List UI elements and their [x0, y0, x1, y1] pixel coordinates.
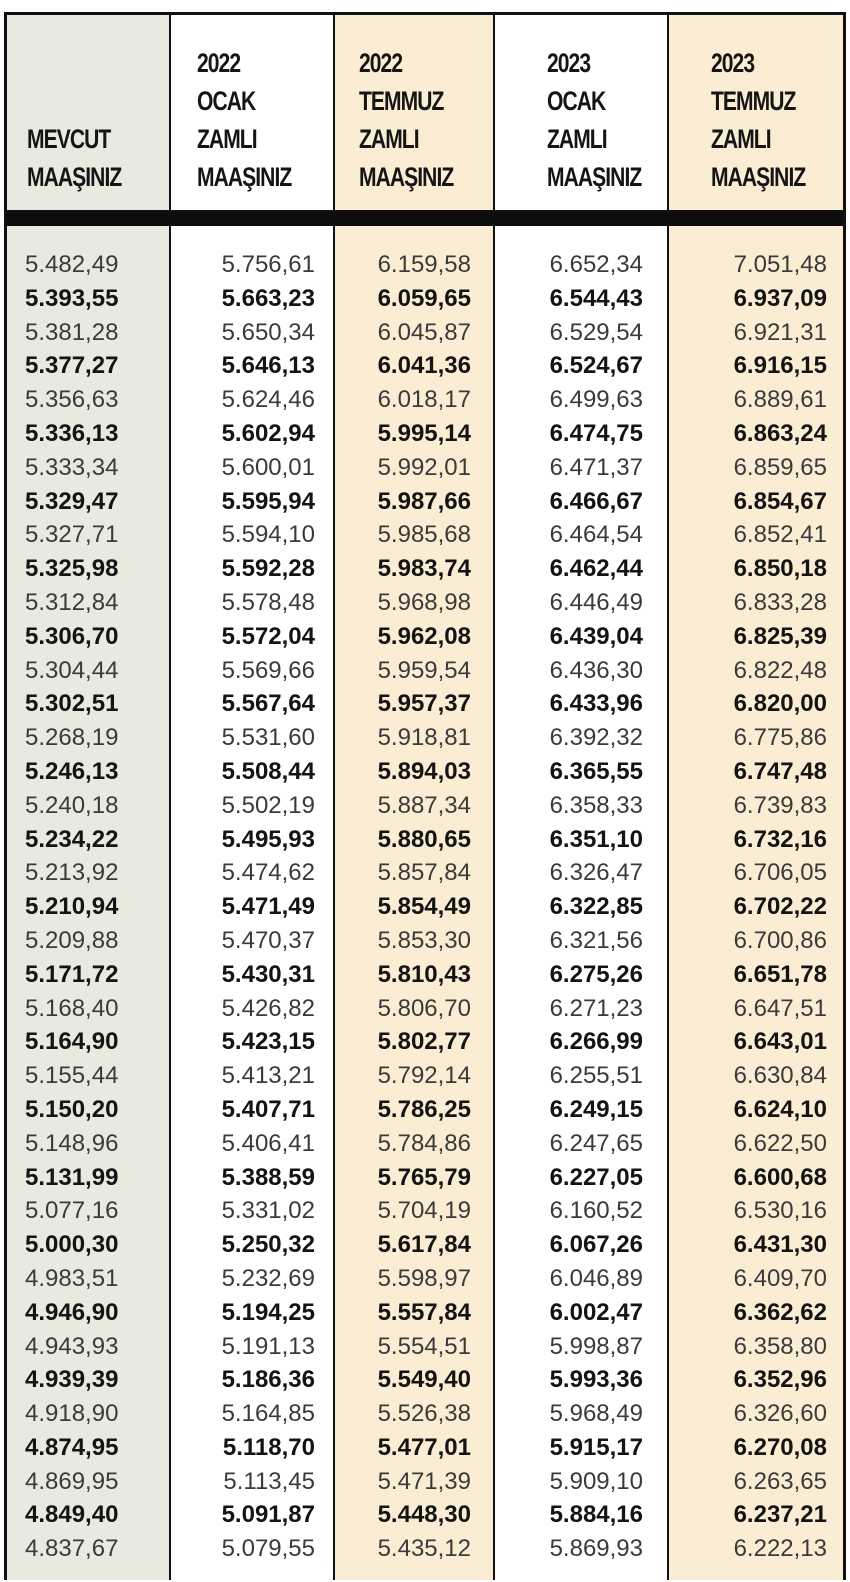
table-cell: 5.191,13	[221, 1332, 315, 1360]
table-cell: 5.806,70	[377, 994, 471, 1022]
header-line: TEMMUZ	[359, 86, 444, 116]
column-2022-january	[171, 226, 335, 1580]
header-2022-july	[335, 15, 495, 210]
table-cell: 5.894,03	[377, 757, 471, 785]
table-cell: 5.325,98	[25, 555, 119, 583]
table-cell: 5.857,84	[377, 859, 471, 887]
table-cell: 5.406,41	[221, 1129, 315, 1157]
table-cell: 6.732,16	[733, 825, 827, 853]
table-cell: 5.663,23	[221, 284, 315, 312]
table-cell: 5.646,13	[221, 352, 315, 380]
table-cell: 5.302,51	[25, 690, 119, 718]
table-cell: 6.937,09	[733, 284, 827, 312]
header-line: 2022	[197, 48, 241, 78]
header-2022-january	[171, 15, 335, 210]
table-cell: 5.000,30	[25, 1231, 119, 1259]
table-cell: 6.352,96	[733, 1366, 827, 1394]
table-cell: 6.271,23	[549, 994, 643, 1022]
table-header	[7, 15, 843, 213]
table-cell: 5.508,44	[221, 757, 315, 785]
table-cell: 6.833,28	[733, 588, 827, 616]
table-cell: 4.943,93	[25, 1332, 119, 1360]
table-cell: 5.356,63	[25, 386, 119, 414]
table-cell: 5.194,25	[221, 1298, 315, 1326]
table-cell: 5.148,96	[25, 1129, 119, 1157]
table-cell: 5.091,87	[221, 1501, 315, 1529]
table-cell: 6.439,04	[549, 622, 643, 650]
table-cell: 4.869,95	[25, 1467, 119, 1495]
table-cell: 6.436,30	[549, 656, 643, 684]
table-cell: 5.650,34	[221, 318, 315, 346]
table-cell: 5.209,88	[25, 926, 119, 954]
header-line: 2023	[547, 48, 591, 78]
table-cell: 6.474,75	[549, 419, 643, 447]
header-line: MAAŞINIZ	[711, 162, 806, 192]
table-cell: 6.358,80	[733, 1332, 827, 1360]
column-2023-january	[495, 226, 669, 1580]
table-cell: 6.747,48	[733, 757, 827, 785]
header-2023-january	[495, 15, 669, 210]
table-cell: 5.592,28	[221, 555, 315, 583]
table-cell: 6.247,65	[549, 1129, 643, 1157]
table-cell: 5.393,55	[25, 284, 119, 312]
table-cell: 6.255,51	[549, 1062, 643, 1090]
header-line: MEVCUT	[27, 124, 111, 154]
table-cell: 5.624,46	[221, 386, 315, 414]
table-cell: 5.336,13	[25, 419, 119, 447]
table-cell: 5.210,94	[25, 893, 119, 921]
table-cell: 4.837,67	[25, 1535, 119, 1563]
header-line: MAAŞINIZ	[359, 162, 454, 192]
table-cell: 4.939,39	[25, 1366, 119, 1394]
table-cell: 6.706,05	[733, 859, 827, 887]
table-cell: 6.409,70	[733, 1264, 827, 1292]
table-cell: 5.329,47	[25, 487, 119, 515]
table-cell: 5.802,77	[377, 1028, 471, 1056]
table-cell: 5.887,34	[377, 791, 471, 819]
table-cell: 6.859,65	[733, 453, 827, 481]
table-cell: 5.234,22	[25, 825, 119, 853]
table-cell: 6.630,84	[733, 1062, 827, 1090]
header-line: 2022	[359, 48, 403, 78]
table-cell: 7.051,48	[733, 251, 827, 278]
header-current-salary	[7, 15, 171, 210]
table-cell: 5.327,71	[25, 521, 119, 549]
table-cell: 5.118,70	[222, 1433, 315, 1461]
column-2023-july	[669, 226, 843, 1580]
table-cell: 6.822,48	[733, 656, 827, 684]
table-cell: 6.652,34	[549, 251, 643, 278]
table-cell: 5.985,68	[377, 521, 471, 549]
table-cell: 6.433,96	[549, 690, 643, 718]
table-cell: 6.624,10	[733, 1095, 827, 1123]
table-cell: 6.362,62	[733, 1298, 827, 1326]
table-cell: 6.227,05	[549, 1163, 643, 1191]
table-cell: 6.775,86	[733, 724, 827, 752]
table-cell: 5.968,98	[377, 588, 471, 616]
table-cell: 6.499,63	[549, 386, 643, 414]
table-cell: 5.557,84	[377, 1298, 471, 1326]
table-cell: 5.869,93	[549, 1535, 643, 1563]
table-cell: 4.983,51	[25, 1264, 119, 1292]
table-cell: 6.326,60	[733, 1400, 827, 1428]
table-cell: 6.237,21	[733, 1501, 827, 1529]
table-cell: 6.700,86	[733, 926, 827, 954]
table-cell: 4.918,90	[25, 1400, 119, 1428]
table-cell: 5.333,34	[25, 453, 119, 481]
table-cell: 5.909,10	[549, 1467, 643, 1495]
table-cell: 5.423,15	[221, 1028, 315, 1056]
table-cell: 5.962,08	[377, 622, 471, 650]
table-cell: 5.079,55	[221, 1535, 315, 1563]
table-cell: 6.326,47	[549, 859, 643, 887]
header-line: MAAŞINIZ	[197, 162, 292, 192]
table-cell: 6.018,17	[377, 386, 471, 414]
table-cell: 6.702,22	[733, 893, 827, 921]
table-cell: 5.854,49	[377, 893, 471, 921]
table-cell: 5.331,02	[221, 1197, 315, 1225]
table-cell: 5.377,27	[25, 352, 119, 380]
table-cell: 5.304,44	[25, 656, 119, 684]
table-cell: 4.849,40	[25, 1501, 119, 1529]
table-cell: 5.155,44	[25, 1062, 119, 1090]
table-cell: 5.164,90	[25, 1028, 119, 1056]
table-cell: 6.850,18	[733, 555, 827, 583]
table-cell: 5.131,99	[25, 1163, 119, 1191]
table-cell: 5.968,49	[549, 1400, 643, 1428]
table-cell: 5.312,84	[25, 588, 119, 616]
table-cell: 5.602,94	[221, 419, 315, 447]
table-cell: 6.530,16	[733, 1197, 827, 1225]
table-cell: 6.529,54	[549, 318, 643, 346]
table-cell: 5.526,38	[377, 1400, 471, 1428]
table-cell: 6.270,08	[733, 1433, 827, 1461]
table-cell: 6.622,50	[733, 1129, 827, 1157]
table-cell: 5.578,48	[221, 588, 315, 616]
header-line: MAAŞINIZ	[547, 162, 642, 192]
table-cell: 5.765,79	[377, 1163, 471, 1191]
table-cell: 5.388,59	[221, 1163, 315, 1191]
table-cell: 6.392,32	[549, 724, 643, 752]
table-cell: 5.477,01	[377, 1433, 471, 1461]
table-cell: 6.321,56	[549, 926, 643, 954]
table-cell: 5.786,25	[377, 1095, 471, 1123]
table-cell: 5.232,69	[221, 1264, 315, 1292]
table-cell: 5.995,14	[377, 419, 471, 447]
table-cell: 5.993,36	[549, 1366, 643, 1394]
table-cell: 5.413,21	[221, 1062, 315, 1090]
table-cell: 6.854,67	[733, 487, 827, 515]
table-cell: 5.213,92	[25, 859, 119, 887]
table-cell: 5.554,51	[377, 1332, 471, 1360]
table-cell: 6.358,33	[549, 791, 643, 819]
table-cell: 5.792,14	[377, 1062, 471, 1090]
table-cell: 6.446,49	[549, 588, 643, 616]
table-cell: 5.594,10	[221, 521, 315, 549]
table-cell: 5.474,62	[221, 859, 315, 887]
table-cell: 5.959,54	[377, 656, 471, 684]
table-cell: 6.266,99	[549, 1028, 643, 1056]
table-cell: 5.186,36	[221, 1366, 315, 1394]
table-cell: 5.240,18	[25, 791, 119, 819]
table-cell: 6.431,30	[733, 1231, 827, 1259]
table-cell: 6.643,01	[733, 1028, 827, 1056]
table-cell: 5.471,39	[377, 1467, 471, 1495]
table-cell: 5.884,16	[549, 1501, 643, 1529]
header-divider	[7, 213, 843, 226]
table-cell: 6.916,15	[733, 352, 827, 380]
header-line: MAAŞINIZ	[27, 162, 122, 192]
table-cell: 5.470,37	[221, 926, 315, 954]
table-cell: 5.482,49	[25, 251, 119, 278]
table-cell: 6.471,37	[549, 453, 643, 481]
header-line: ZAMLI	[197, 124, 257, 154]
header-2023-july	[669, 15, 843, 210]
column-2022-july	[335, 226, 495, 1580]
table-cell: 6.046,89	[549, 1264, 643, 1292]
table-cell: 5.250,32	[221, 1231, 315, 1259]
table-cell: 5.810,43	[377, 960, 471, 988]
table-cell: 6.275,26	[549, 960, 643, 988]
table-cell: 5.430,31	[221, 960, 315, 988]
table-cell: 5.784,86	[377, 1129, 471, 1157]
table-cell: 5.471,49	[221, 893, 315, 921]
header-line: OCAK	[547, 86, 606, 116]
table-cell: 6.464,54	[549, 521, 643, 549]
table-cell: 6.820,00	[733, 690, 827, 718]
table-cell: 5.495,93	[221, 825, 315, 853]
table-cell: 6.852,41	[733, 521, 827, 549]
table-cell: 4.946,90	[25, 1298, 119, 1326]
table-cell: 6.544,43	[549, 284, 643, 312]
table-body	[7, 226, 843, 1580]
table-cell: 6.263,65	[733, 1467, 827, 1495]
table-cell: 6.647,51	[733, 994, 827, 1022]
table-cell: 6.739,83	[733, 791, 827, 819]
table-cell: 5.915,17	[549, 1433, 643, 1461]
table-cell: 5.448,30	[377, 1501, 471, 1529]
table-cell: 5.595,94	[221, 487, 315, 515]
table-cell: 5.150,20	[25, 1095, 119, 1123]
table-cell: 5.113,45	[223, 1467, 315, 1495]
table-cell: 5.268,19	[25, 724, 119, 752]
table-cell: 5.569,66	[221, 656, 315, 684]
table-cell: 6.524,67	[549, 352, 643, 380]
header-line: ZAMLI	[711, 124, 771, 154]
table-cell: 5.998,87	[549, 1332, 643, 1360]
table-cell: 5.164,85	[221, 1400, 315, 1428]
table-cell: 4.874,95	[25, 1433, 119, 1461]
table-cell: 6.651,78	[733, 960, 827, 988]
header-line: ZAMLI	[547, 124, 607, 154]
column-current-salary	[7, 226, 171, 1580]
table-cell: 6.222,13	[733, 1535, 827, 1563]
table-cell: 5.549,40	[377, 1366, 471, 1394]
table-cell: 5.381,28	[25, 318, 119, 346]
table-cell: 5.992,01	[377, 453, 471, 481]
table-cell: 6.466,67	[549, 487, 643, 515]
table-cell: 5.853,30	[377, 926, 471, 954]
table-cell: 5.987,66	[377, 487, 471, 515]
table-cell: 6.041,36	[377, 352, 471, 380]
table-cell: 5.704,19	[377, 1197, 471, 1225]
table-cell: 5.306,70	[25, 622, 119, 650]
table-cell: 5.246,13	[25, 757, 119, 785]
table-cell: 5.567,64	[221, 690, 315, 718]
salary-table	[4, 12, 846, 1580]
header-line: ZAMLI	[359, 124, 419, 154]
table-cell: 6.351,10	[549, 825, 643, 853]
table-cell: 6.002,47	[549, 1298, 643, 1326]
table-cell: 6.322,85	[549, 893, 643, 921]
table-cell: 6.889,61	[733, 386, 827, 414]
table-cell: 6.600,68	[733, 1163, 827, 1191]
table-cell: 5.918,81	[377, 724, 471, 752]
table-cell: 5.617,84	[377, 1231, 471, 1259]
table-cell: 5.600,01	[221, 453, 315, 481]
table-cell: 5.426,82	[221, 994, 315, 1022]
table-cell: 5.407,71	[221, 1095, 315, 1123]
table-cell: 5.171,72	[25, 960, 119, 988]
table-cell: 5.572,04	[221, 622, 315, 650]
table-cell: 6.921,31	[733, 318, 827, 346]
table-cell: 6.159,58	[377, 251, 471, 278]
table-cell: 6.059,65	[377, 284, 471, 312]
table-cell: 6.365,55	[549, 757, 643, 785]
table-cell: 5.077,16	[25, 1197, 119, 1225]
table-cell: 5.957,37	[377, 690, 471, 718]
table-cell: 6.249,15	[549, 1095, 643, 1123]
table-cell: 5.168,40	[25, 994, 119, 1022]
table-cell: 6.825,39	[733, 622, 827, 650]
table-cell: 5.502,19	[221, 791, 315, 819]
table-cell: 5.531,60	[221, 724, 315, 752]
table-cell: 6.160,52	[549, 1197, 643, 1225]
header-line: TEMMUZ	[711, 86, 796, 116]
table-cell: 6.045,87	[377, 318, 471, 346]
table-cell: 6.462,44	[549, 555, 643, 583]
table-cell: 5.756,61	[221, 251, 315, 278]
table-cell: 5.598,97	[377, 1264, 471, 1292]
header-line: OCAK	[197, 86, 256, 116]
header-line: 2023	[711, 48, 755, 78]
table-cell: 5.880,65	[377, 825, 471, 853]
table-cell: 5.983,74	[377, 555, 471, 583]
table-cell: 5.435,12	[377, 1535, 471, 1563]
table-cell: 6.067,26	[549, 1231, 643, 1259]
table-cell: 6.863,24	[733, 419, 827, 447]
